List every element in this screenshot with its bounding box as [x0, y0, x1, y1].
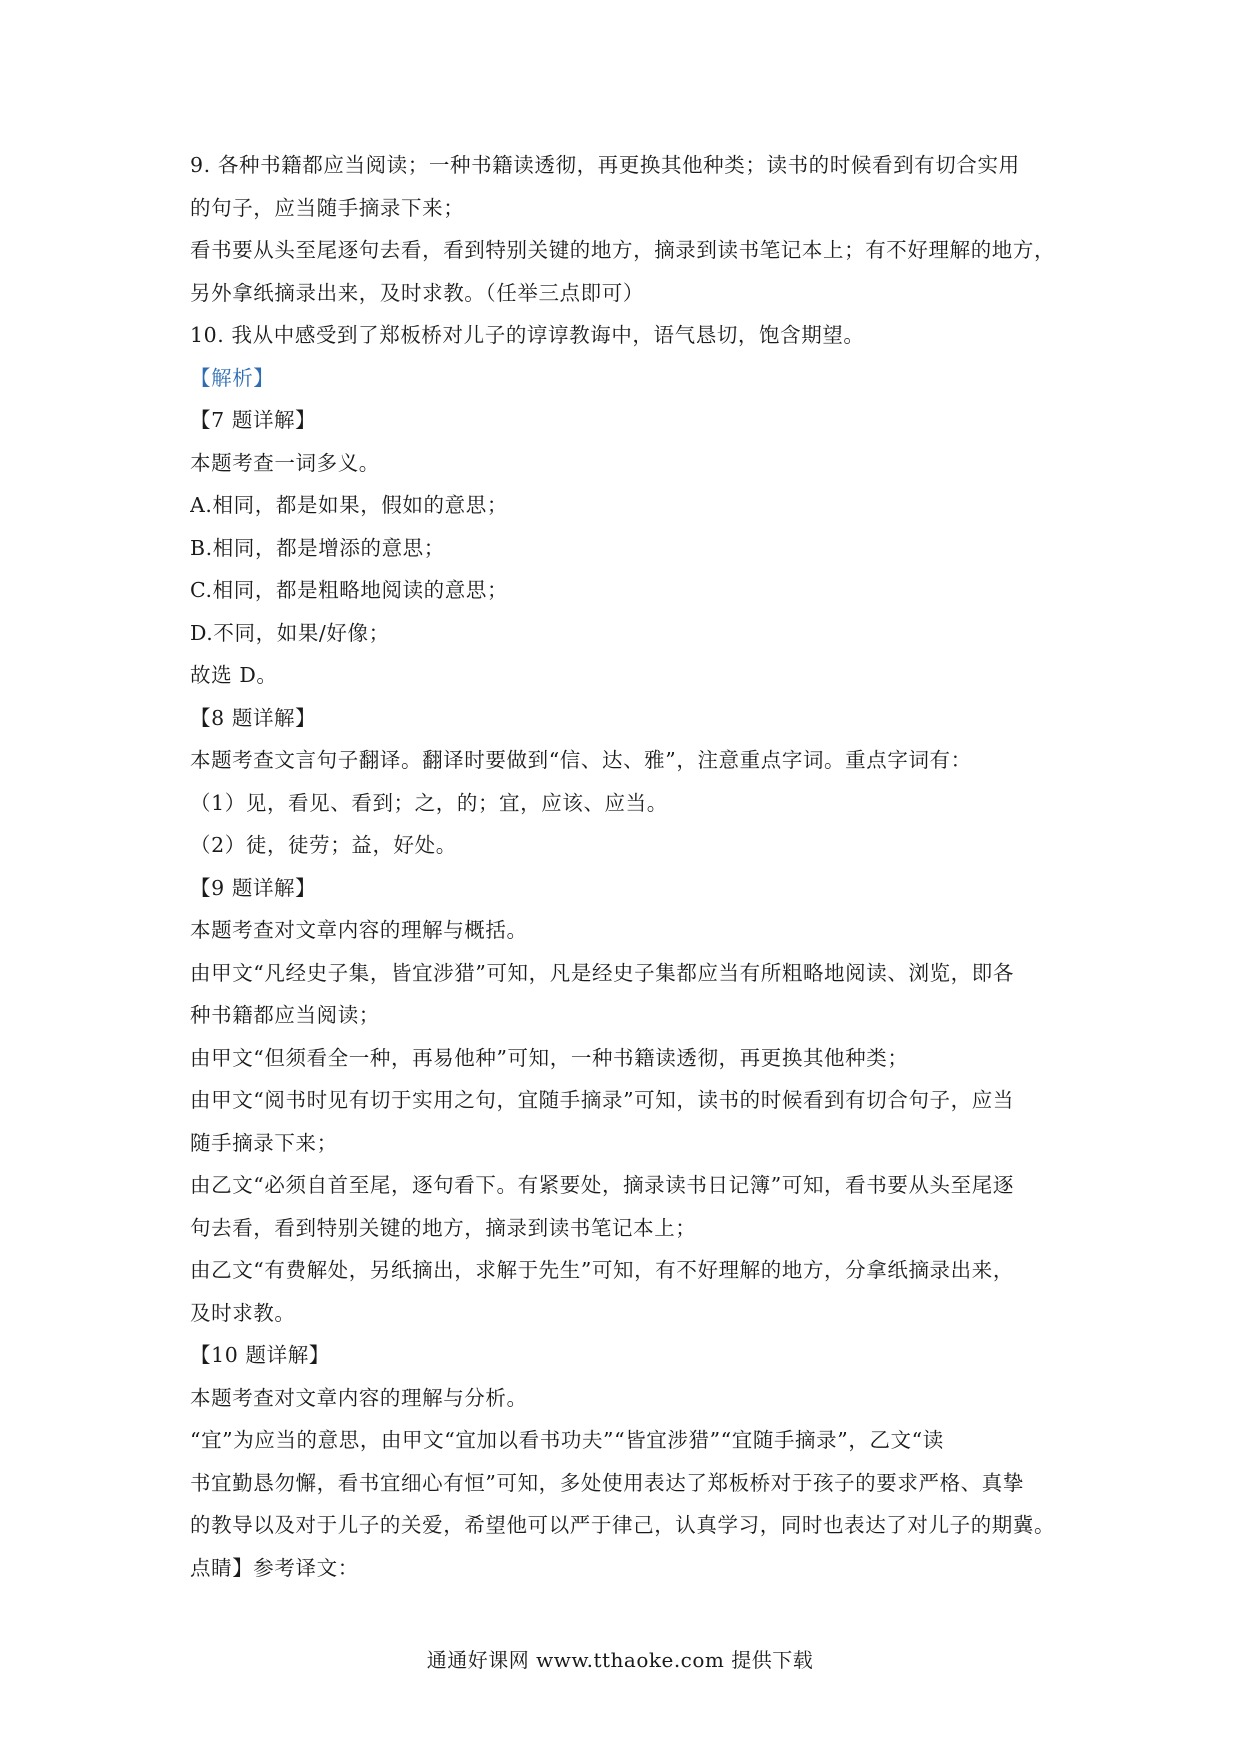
- text-line: C.相同，都是粗略地阅读的意思；: [190, 578, 509, 602]
- answer-analysis-body: [190, 144, 1060, 1589]
- text-line: A.相同，都是如果，假如的意思；: [190, 493, 508, 517]
- text-line: 由甲文“阅书时见有切于实用之句，宜随手摘录”可知，读书的时候看到有切合句子，应当: [190, 1088, 1014, 1112]
- q10-heading: 【10 题详解】: [190, 1343, 330, 1367]
- text-line: 10. 我从中感受到了郑板桥对儿子的谆谆教诲中，语气恳切，饱含期望。: [190, 323, 865, 347]
- text-line: D.不同，如果/好像；: [190, 620, 390, 645]
- text-line: 另外拿纸摘录出来，及时求教。（任举三点即可）: [190, 280, 644, 305]
- text-line: 由甲文“凡经史子集，皆宜涉猎”可知，凡是经史子集都应当有所粗略地阅读、浏览，即各: [190, 960, 1014, 985]
- text-line: 由乙文“有费解处，另纸摘出，求解于先生”可知，有不好理解的地方，分拿纸摘录出来，: [190, 1258, 1014, 1282]
- text-line: 9. 各种书籍都应当阅读；一种书籍读透彻，再更换其他种类；读书的时候看到有切合实用: [190, 153, 1020, 177]
- text-line: （2）徒，徒劳；益，好处。: [190, 833, 457, 857]
- text-line: “宜”为应当的意思，由甲文“宜加以看书功夫”“皆宜涉猎”“宜随手摘录”，乙文“读: [190, 1428, 944, 1452]
- text-line: 及时求教。: [190, 1300, 296, 1325]
- text-line: 本题考查文言句子翻译。翻译时要做到“信、达、雅”，注意重点字词。重点字词有：: [190, 748, 972, 772]
- text-line: 本题考查一词多义。: [190, 450, 380, 475]
- text-line: 由乙文“必须自首至尾，逐句看下。有紧要处，摘录读书日记簿”可知，看书要从头至尾逐: [190, 1173, 1014, 1197]
- text-line: （1）见，看见、看到；之，的；宜，应该、应当。: [190, 790, 668, 815]
- text-line: 书宜勤恳勿懈，看书宜细心有恒”可知，多处使用表达了郑板桥对于孩子的要求严格、真挚: [190, 1470, 1024, 1495]
- text-line: 看书要从头至尾逐句去看，看到特别关键的地方，摘录到读书笔记本上；有不好理解的地方，: [190, 238, 1056, 262]
- text-line: 本题考查对文章内容的理解与概括。: [190, 918, 528, 942]
- text-line: 由甲文“但须看全一种，再易他种”可知，一种书籍读透彻，再更换其他种类；: [190, 1045, 909, 1070]
- dianjing-heading: 点睛】参考译文：: [190, 1555, 359, 1580]
- text-line: B.相同，都是增添的意思；: [190, 535, 445, 560]
- text-line: 的教导以及对于儿子的关爱，希望他可以严于律己，认真学习，同时也表达了对儿子的期冀。: [190, 1513, 1056, 1537]
- page-footer: 通通好课网 www.tthaoke.com 提供下载: [426, 1648, 814, 1672]
- q8-heading: 【8 题详解】: [190, 705, 317, 730]
- text-line: 的句子，应当随手摘录下来；: [190, 195, 465, 220]
- q7-heading: 【7 题详解】: [190, 408, 317, 432]
- text-line: 随手摘录下来；: [190, 1130, 338, 1155]
- jiexi-heading: 【解析】: [190, 365, 275, 390]
- text-line: 故选 D。: [190, 663, 278, 687]
- text-line: 句去看，看到特别关键的地方，摘录到读书笔记本上；: [190, 1215, 697, 1240]
- q9-heading: 【9 题详解】: [190, 875, 317, 900]
- text-line: 本题考查对文章内容的理解与分析。: [190, 1385, 528, 1410]
- text-line: 种书籍都应当阅读；: [190, 1003, 380, 1027]
